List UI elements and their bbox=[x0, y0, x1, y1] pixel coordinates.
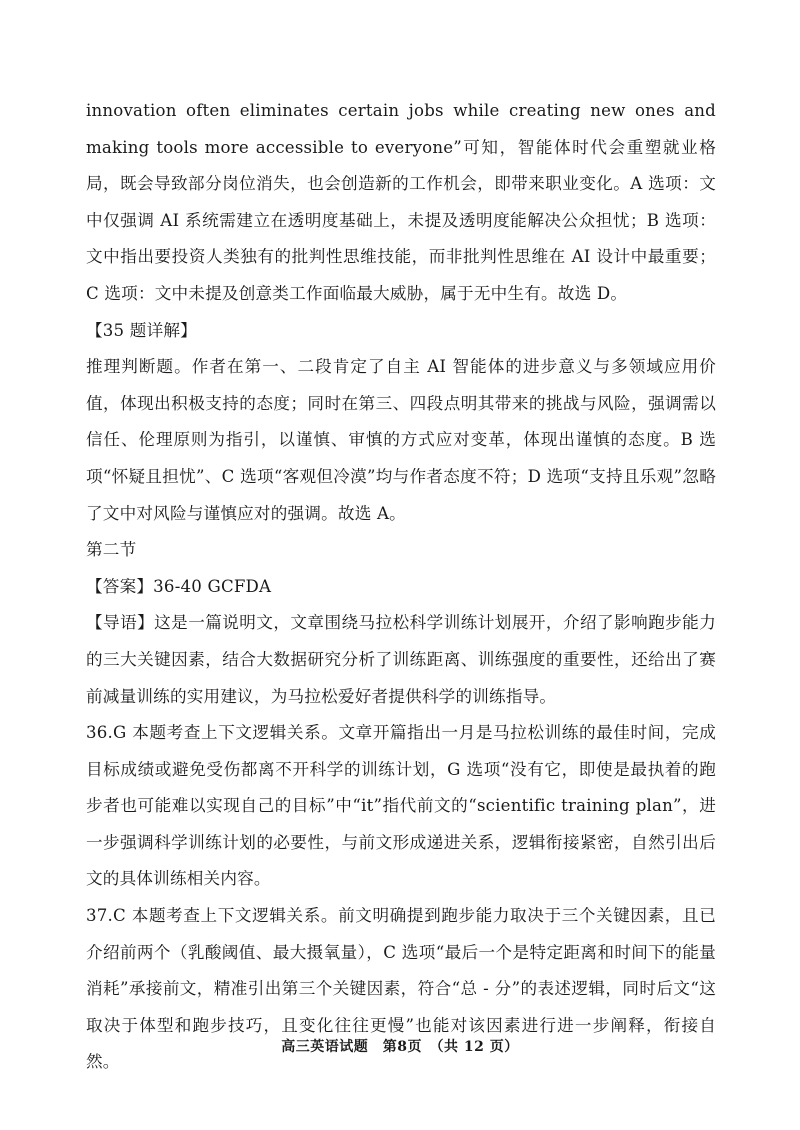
paragraph-34-explanation-continued: innovation often eliminates certain jobs while creating new ones and making tools more accessible to everyone”可知，智能体时代会重塑就业格局，既会导致部分岗位消失，也会创造新的工作机会，即带来职业变化。A 选项：文中仅强调 AI 系统需建立在透明度基础上，未提及透明度能解决公众担忧；B 选项：文中指出要投资人类独有的批判性思维技能，而非批判性思维在 AI 设计中最重要；C 选项：文中未提及创意类工作面临最大威胁，属于无中生有。故选 D。 bbox=[86, 101, 716, 303]
answer-key-36-40: 【答案】36-40 GCFDA bbox=[86, 576, 272, 596]
paragraph-37-explanation: 37.C 本题考查上下文逻辑关系。前文明确提到跑步能力取决于三个关键因素，且已介绍前两个（乳酸阈值、最大摄氧量），C 选项“最后一个是特定距离和时间下的能量消耗”承接前文，精准引出第三个关键因素，符合“总 - 分”的表述逻辑，同时后文“这取决于体型和跑步技巧，且变化往往更慢”也能对该因素进行进一步阐释，衔接自然。 bbox=[86, 906, 716, 1072]
answer-explanation-body bbox=[86, 93, 716, 1081]
paragraph-35-explanation: 推理判断题。作者在第一、二段肯定了自主 AI 智能体的进步意义与多领域应用价值，体现出积极支持的态度；同时在第三、四段点明其带来的挑战与风险，强调需以信任、伦理原则为指引，以谨慎、审慎的方式应对变革，体现出谨慎的态度。B 选项“怀疑且担忧”、C 选项“客观但冷漠”均与作者态度不符；D 选项“支持且乐观”忽略了文中对风险与谨慎应对的强调。故选 A。 bbox=[86, 357, 716, 523]
passage-introduction: 【导语】这是一篇说明文，文章围绕马拉松科学训练计划展开，介绍了影响跑步能力的三大关键因素，结合大数据研究分析了训练距离、训练强度的重要性，还给出了赛前减量训练的实用建议，为马拉松爱好者提供科学的训练指导。 bbox=[86, 613, 716, 706]
section-two-heading: 第二节 bbox=[86, 540, 137, 560]
heading-35-explanation: 【35 题详解】 bbox=[86, 320, 197, 340]
paragraph-36-explanation: 36.G 本题考查上下文逻辑关系。文章开篇指出一月是马拉松训练的最佳时间，完成目标成绩或避免受伤都离不开科学的训练计划，G 选项“没有它，即使是最执着的跑步者也可能难以实现自己的目标”中“it”指代前文的“scientific training plan”，进一步强调科学训练计划的必要性，与前文形成递进关系，逻辑衔接紧密，自然引出后文的具体训练相关内容。 bbox=[86, 723, 716, 889]
page-footer: 高三英语试题 第8页 （共 12 页） bbox=[281, 1039, 519, 1055]
